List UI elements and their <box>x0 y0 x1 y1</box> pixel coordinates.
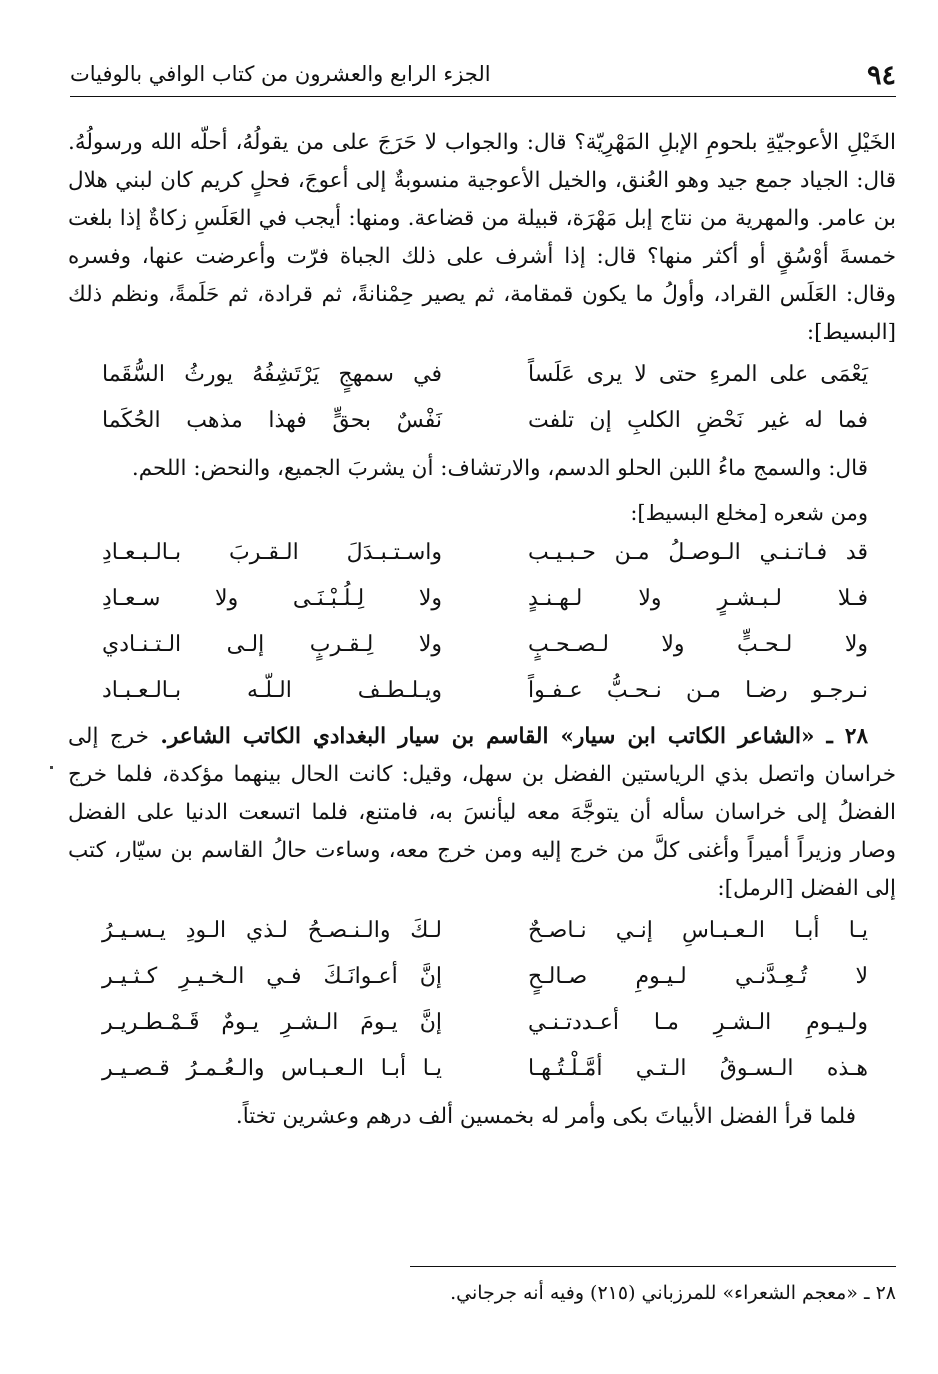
verse-line <box>68 672 896 718</box>
verse-second-hemistich: ولا لِـقـربٍ إلـى الـتـنـادي <box>102 632 442 657</box>
verse-second-hemistich: ولا لِـلُـبْـنَـى ولا سـعـادِ <box>102 586 442 611</box>
verse-line <box>68 912 896 958</box>
verse-line <box>68 534 896 580</box>
verse-second-hemistich: يـا أبـا الـعـبـاس والـعُـمـرُ قـصـيـر <box>102 1056 442 1081</box>
footnote-divider <box>410 1266 896 1267</box>
verse-first-hemistich: نـرجـو رضـا مـن نـحـبُّ عـفـواً <box>528 678 868 703</box>
poem <box>68 534 896 718</box>
verse-second-hemistich: إنَّ يـومَ الـشـرِ يـومٌ قَـمْـطـريـر <box>102 1010 442 1035</box>
verse-second-hemistich: ويـلـطـف الـلّـه بـالـعـبـاد <box>102 678 442 703</box>
page-number: ٩٤ <box>866 60 896 91</box>
verse-line <box>68 402 896 448</box>
poem <box>68 356 896 448</box>
page-header <box>70 56 896 97</box>
verse-first-hemistich: فـلا لـبـشـرٍ ولا لـهـنـدٍ <box>528 586 868 611</box>
verse-second-hemistich: لـكَ والـنـصـحُ لـذي الـودِ يـسـيـرُ <box>102 918 442 943</box>
paragraph: قال: والسمج ماءُ اللبن الحلو الدسم، والارتشاف: أن يشربَ الجميع، والنحض: اللحم. <box>131 456 868 481</box>
scan-speck <box>50 766 53 769</box>
verse-first-hemistich: ولا لـحـبٍّ ولا لـصـحـبٍ <box>528 632 868 657</box>
verse-first-hemistich: لا تُـعِـدَّنـي لـيـومِ صـالـحٍ <box>528 964 868 989</box>
paragraph: الخَيْلِ الأعوجيّةِ بلحومِ الإبلِ المَهْرِيّة؟ قال: والجواب لا حَرَجَ على من يقولُهُ، أحلّه الله ورسولُهُ. قال: الجياد جمع جيد وهو العُنق، والخيل الأعوجية منسوبةٌ إلى أعوجَ، فحلٍ كريم كان لبني هلال بن عامر. والمهرية من نتاج إبل مَهْرَة، قبيلة من قضاعة. ومنها: أيجب في العَلَسِ زكاةٌ إذا بلغت خمسةَ أوْسُقٍ أو أكثر منها؟ قال: إذا أشرف على ذلك الجباة فرّت وأعرضت عنها، وفسره وقال: العَلَس القراد، وأولُ ما يكون قمقامة، ثم يصير حِمْنانةً، ثم قرادة، ثم حَلَمةً، ونظم ذلك [البسيط]: <box>68 130 896 345</box>
biography-entry <box>68 718 896 908</box>
verse-line <box>68 580 896 626</box>
verse-line <box>68 626 896 672</box>
poem-intro: ومن شعره [مخلع البسيط]: <box>630 501 868 525</box>
page-body <box>68 124 896 1136</box>
verse-second-hemistich: نَفْسٌ بحقٍّ فهذا مذهب الحُكَما <box>102 408 442 433</box>
verse-line <box>68 1050 896 1096</box>
verse-second-hemistich: في سمهجٍ يَرْتَشِفُهُ يورثُ السُّقَما <box>102 362 442 387</box>
verse-line <box>68 958 896 1004</box>
verse-first-hemistich: هـذه الـسـوقُ الـتـي أمَّـلْـتُـهـا <box>528 1056 868 1081</box>
verse-first-hemistich: قد فـاتـنـي الـوصـلُ مـن حـبـيـب <box>528 540 868 565</box>
closing-paragraph: فلما قرأ الفضل الأبياتَ بكى وأمر له بخمسين ألف درهم وعشرين تختاً. <box>235 1104 856 1129</box>
verse-second-hemistich: واسـتـبـدَلَ الـقـربَ بـالـبـعـادِ <box>102 540 442 565</box>
verse-line <box>68 356 896 402</box>
verse-second-hemistich: إنَّ أعـوانَـكَ فـي الـخـيـرِ كـثـيـر <box>102 964 442 989</box>
verse-first-hemistich: فما له غير نَحْضِ الكلبِ إن تلفت <box>528 408 868 433</box>
verse-first-hemistich: يـا أبـا الـعـبـاسِ إنـي نـاصـحٌ <box>528 918 868 943</box>
verse-first-hemistich: يَعْمَى على المرءِ حتى لا يرى عَلَساً <box>528 362 868 387</box>
running-title: الجزء الرابع والعشرون من كتاب الوافي بالوفيات <box>70 62 491 86</box>
entry-text: خرج إلى خراسان واتصل بذي الرياستين الفضل بن سهل، وقيل: كانت الحال بينهما مؤكدة، فلما خرج الفضلُ إلى خراسان سأله أن يتوجَّهَ معه ليأنسَ به، فامتنع، فلما اتسعت الدنيا على الفضل وصار وزيراً أميراً وأغنى كلَّ من خرج إليه ومن خرج معه، وساءت حالُ القاسم بن سيّار، كتب إلى الفضل [الرمل]: <box>68 724 896 901</box>
footnote: ٢٨ ـ «معجم الشعراء» للمرزباني (٢١٥) وفيه أنه جرجاني. <box>450 1282 896 1304</box>
verse-line <box>68 1004 896 1050</box>
entry-heading: ٢٨ ـ «الشاعر الكاتب ابن سيار» القاسم بن سيار البغدادي الكاتب الشاعر. <box>160 724 869 749</box>
poem <box>68 912 896 1096</box>
verse-first-hemistich: ولـيـومِ الـشـرِ مـا أعـددتـنـي <box>528 1010 868 1035</box>
